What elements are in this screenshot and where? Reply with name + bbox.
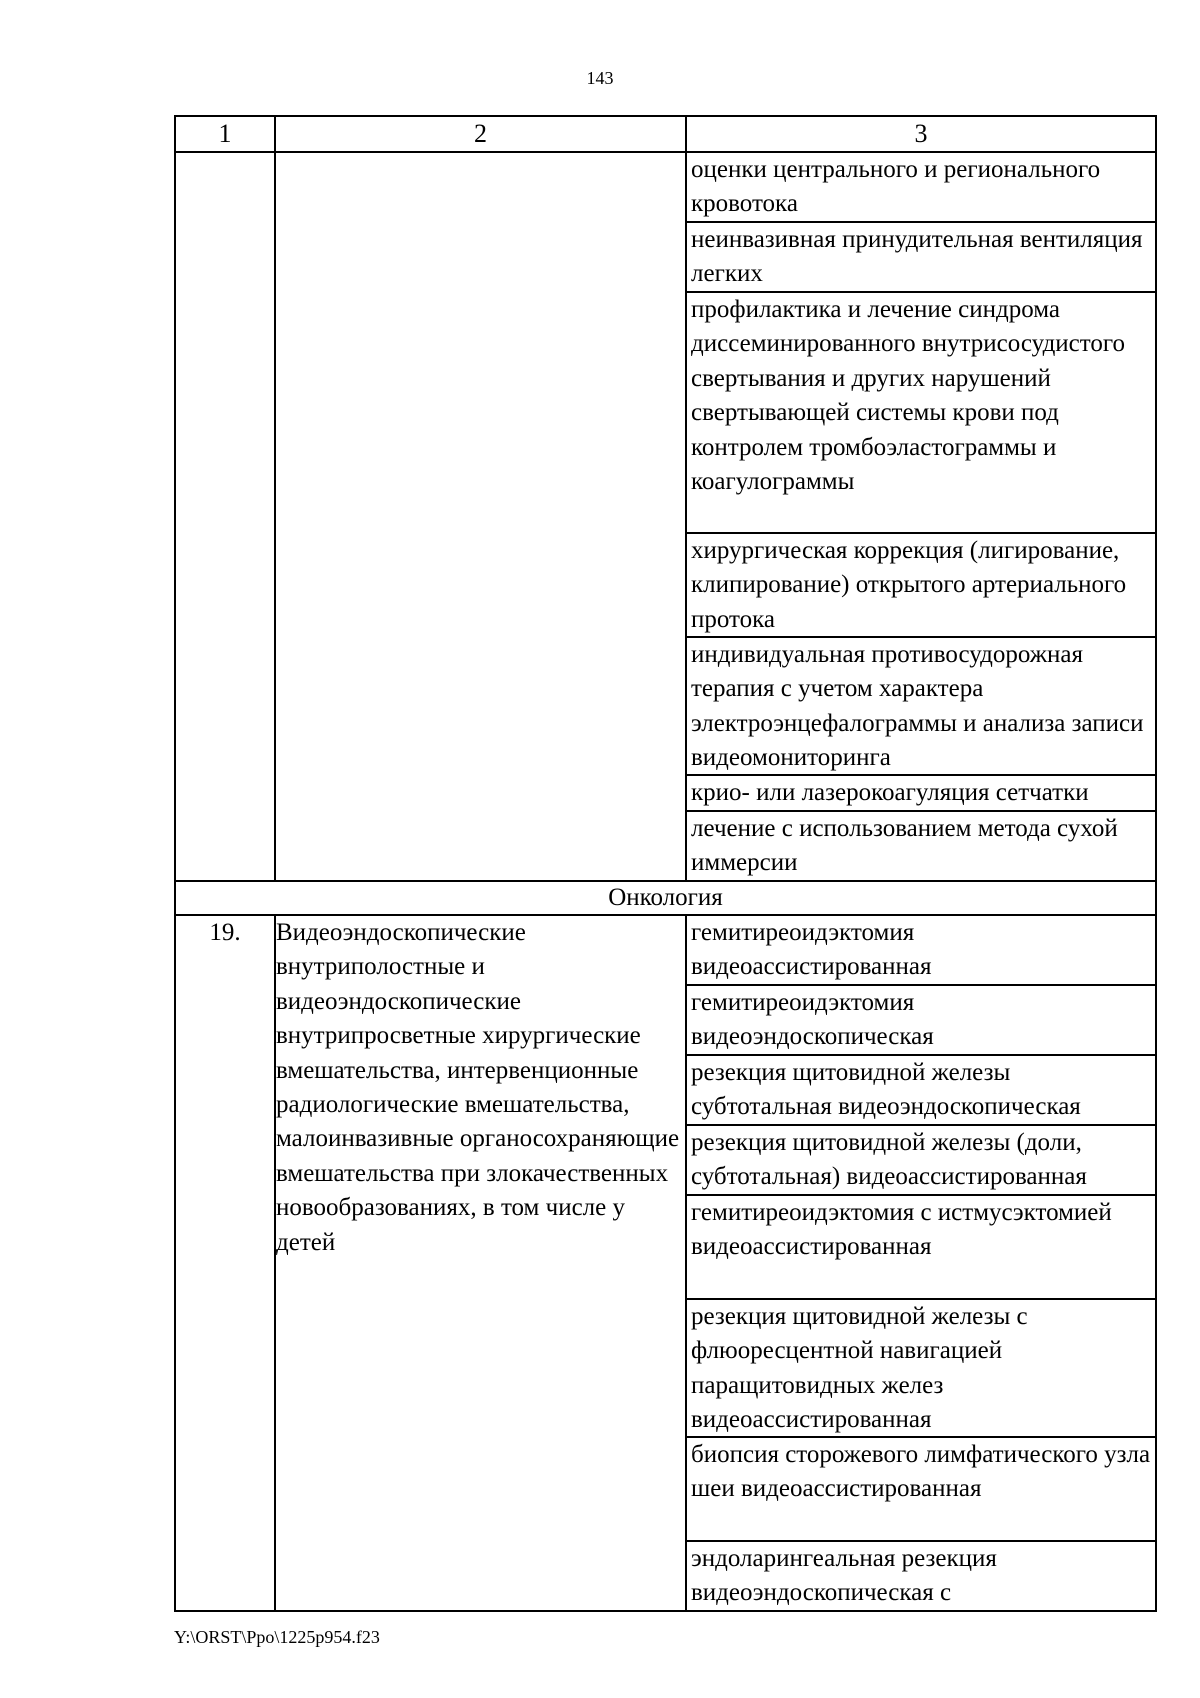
procedure-item: резекция щитовидной железы (доли, субтотальная) видеоассистированная <box>687 1126 1155 1196</box>
column-header-2: 2 <box>275 116 686 152</box>
section-title: Онкология <box>175 881 1156 915</box>
table-row-19 <box>175 915 1156 1611</box>
procedure-item: резекция щитовидной железы с флюоресцентной навигацией паращитовидных желез видеоассистированная <box>687 1300 1155 1438</box>
procedures-cell <box>686 152 1156 881</box>
procedure-item: резекция щитовидной железы субтотальная видеоэндоскопическая <box>687 1056 1155 1126</box>
procedure-item: гемитиреоидэктомия видеоэндоскопическая <box>687 986 1155 1056</box>
procedures-cell <box>686 915 1156 1611</box>
procedure-item: неинвазивная принудительная вентиляция легких <box>687 223 1155 293</box>
procedure-item: хирургическая коррекция (лигирование, клипирование) открытого артериального протока <box>687 534 1155 638</box>
table-header-row <box>175 116 1156 152</box>
procedure-item: гемитиреоидэктомия видеоассистированная <box>687 916 1155 986</box>
description-cell-empty <box>275 152 686 881</box>
procedure-item: эндоларингеальная резекция видеоэндоскопическая с <box>691 1545 997 1607</box>
section-row <box>175 881 1156 915</box>
procedure-item: лечение с использованием метода сухой иммерсии <box>691 815 1118 877</box>
procedure-item: профилактика и лечение синдрома диссеминированного внутрисосудистого свертывания и других нарушений свертывающей системы крови под контролем тромбоэластограммы и коагулограммы <box>687 293 1155 534</box>
row-description: Видеоэндоскопические внутриполостные и видеоэндоскопические внутрипросветные хирургические вмешательства, интервенционные радиологические вмешательства, малоинвазивные органосохраняющие вмешательства при злокачественных новообразованиях, в том числе у детей <box>275 915 686 1611</box>
page-number: 143 <box>586 68 614 88</box>
row-number: 19. <box>175 915 275 1611</box>
procedure-item: биопсия сторожевого лимфатического узла шеи видеоассистированная <box>687 1438 1155 1542</box>
table-row-continued <box>175 152 1156 881</box>
procedure-item: крио- или лазерокоагуляция сетчатки <box>687 776 1155 812</box>
column-header-1: 1 <box>175 116 275 152</box>
column-header-3: 3 <box>686 116 1156 152</box>
procedure-item: гемитиреоидэктомия с истмусэктомией видеоассистированная <box>687 1196 1155 1300</box>
number-cell-empty <box>175 152 275 881</box>
footer-file-path: Y:\ORST\Ppo\1225p954.f23 <box>174 1627 380 1647</box>
procedure-item: оценки центрального и регионального кровотока <box>687 153 1155 223</box>
procedure-item: индивидуальная противосудорожная терапия с учетом характера электроэнцефалограммы и анализа записи видеомониторинга <box>687 638 1155 776</box>
procedures-table <box>174 115 1157 1612</box>
